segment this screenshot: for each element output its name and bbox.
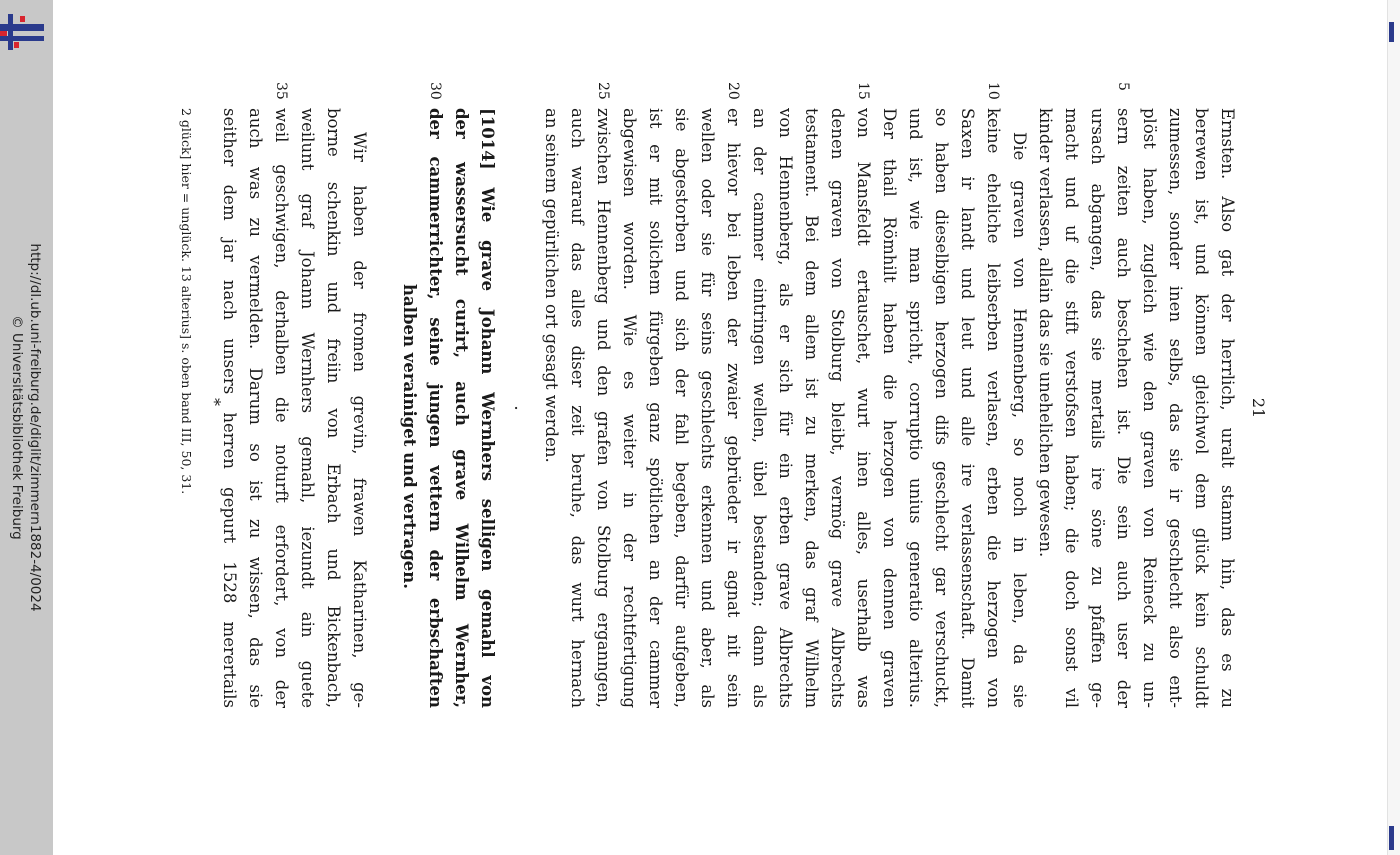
line-number: 20 <box>725 82 741 100</box>
heading-line: halben verainiget und vertragen. <box>400 284 419 589</box>
line-number: 30 <box>427 82 443 100</box>
line-number: 10 <box>985 82 1001 100</box>
credit-text <box>0 0 53 855</box>
text-line: zwischen Hennenberg und den grafen von Stolburg erganngen, <box>594 108 613 708</box>
scanned-page <box>140 82 1268 808</box>
text-line: von Hennenberg, als er sich für ein erben grave Albrechts <box>776 108 795 708</box>
text-line: und ist, wie man spricht, corruptio unius generatio alterius. <box>906 108 925 708</box>
heading-line: [1014] Wie grave Johann Wernhers selligen gemahl von <box>478 108 497 708</box>
line-number: 35 <box>273 82 289 100</box>
text-line: er hievor bei leben der zwaier gebrüeder ir agnat nit sein <box>724 108 743 708</box>
line-number: 25 <box>595 82 611 100</box>
text-line: ursach abgangen, das sie mertails ire söne zu pfaffen ge- <box>1088 108 1107 708</box>
copyright: © Universitätsbibliothek Freiburg <box>9 315 26 540</box>
text-line: macht und uf die stift verstofsen haben; die doch sonst vil <box>1062 108 1081 708</box>
footnote: 2 glück] hier = unglück. 13 alterius] s. oben band III, 50, 31. <box>179 108 194 495</box>
separator-dot: . <box>511 405 530 411</box>
heading-line: der cammerrichter, seine jungen vettern der erbschaften <box>426 108 445 708</box>
text-line: kinder verlassen, allain das sie unehelichen gewesen. <box>1036 108 1055 558</box>
viewer-sidebar <box>0 0 53 855</box>
text-line: von Mansfeldt ertauschet, wurt inen alles, userhalb was <box>854 108 873 708</box>
text-line: berewen ist, und können gleichwol dem glück kein schuldt <box>1192 108 1211 708</box>
edge-mark <box>1389 22 1394 42</box>
page-number: 21 <box>1249 397 1268 419</box>
text-line: sie abgestorben und sich der fahl begeben, darfür aufgeben, <box>672 108 691 708</box>
text-line: auch warauf das alles diser zeit beruhe, das wurt hernach <box>568 108 587 708</box>
text-line: plöst haben, zugleich wie den graven von Reineck zu un- <box>1140 108 1159 708</box>
line-number: 5 <box>1115 82 1131 91</box>
text-line: an seinem gepürlichen ort gesagt werden. <box>542 108 561 463</box>
text-line: auch was zu vermelden. Darum so ist zu wissen, das sie <box>246 108 265 708</box>
text-line: testament. Bei dem allem ist zu merken, das graf Wilhelm <box>802 108 821 708</box>
asterisk: * <box>205 398 224 406</box>
line-number: 15 <box>855 82 871 100</box>
text-line: Ernsten. Also gat der herrlich, uralt stamm hin, das es zu <box>1218 108 1237 708</box>
text-line: sern zeiten auch beschehen ist. Die sein auch user der <box>1114 108 1133 708</box>
source-url[interactable]: http://dl.ub.uni-freiburg.de/diglit/zimmern1882-4/0024 <box>27 243 44 612</box>
text-line: weil geschwigen, derhalben die noturft erfordert, von der <box>272 108 291 708</box>
text-line: zumessen, sonder inen selbs, das sie ir geschlecht also ent- <box>1166 108 1185 708</box>
text-line: Wir haben der fromen grevin, frawen Katharinen, ge- <box>350 132 369 708</box>
text-line: wellen oder sie für seins geschlechts erkennen und aber, als <box>698 108 717 708</box>
text-line: an der cammer eintringen wellen, übel bestanden; dann als <box>750 108 769 708</box>
text-line: keine eheliche leibserben verlasen, erben die herzogen von <box>984 108 1003 708</box>
text-line: borne schenkin und freiin von Erbach und Bickenbach, <box>324 108 343 708</box>
text-line: seither dem jar nach unsers herren gepurt 1528 merertails <box>220 108 239 708</box>
text-line: ist er mit solichem fürgeben ganz spötlichen an der cammer <box>646 108 665 708</box>
edge-mark <box>1389 826 1394 850</box>
text-line: Saxen ir landt und leut und alle ire verlassenschaft. Damit <box>958 108 977 708</box>
text-line: so haben dieselbigen herzogen difs geschlecht gar verschuckt, <box>932 108 951 708</box>
text-line: Der thail Römhilt haben die herzogen von dennen graven <box>880 108 899 708</box>
text-line: denen graven von Stolburg bleibt, vermög grave Albrechts <box>828 108 847 708</box>
next-page-edge <box>1387 0 1400 855</box>
text-line: weilunt graf Johann Wernhers gemahl, iezundt ain guete <box>298 108 317 708</box>
heading-line: der wassersucht curirt, auch grave Wilhelm Wernher, <box>452 108 471 708</box>
text-line: Die graven von Hennenberg, so noch in leben, da sie <box>1010 132 1029 708</box>
text-line: abgewisen worden. Wie es weiter in der rechtfertigung <box>620 108 639 708</box>
